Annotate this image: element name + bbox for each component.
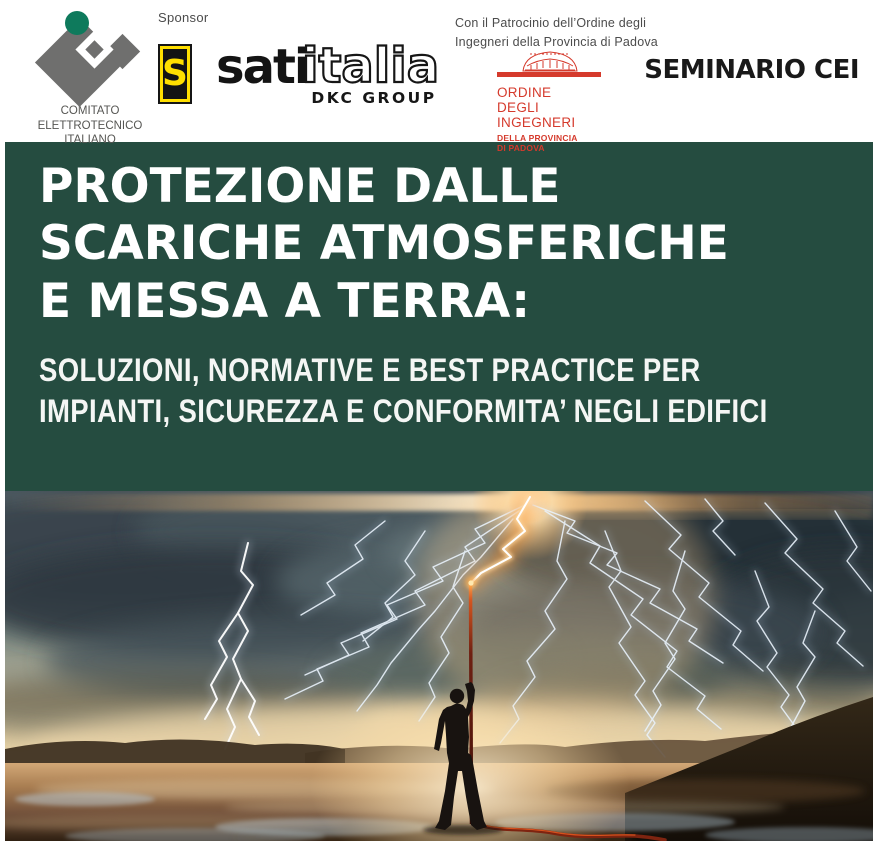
subtitle-line-2: IMPIANTI, SICUREZZA E CONFORMITA’ NEGLI EDIFICI [39, 392, 768, 429]
arena-icon [497, 46, 603, 78]
title-line-1: PROTEZIONE DALLE [39, 159, 561, 214]
cei-green-circle-icon [65, 11, 89, 35]
dkc-group-label: DKC GROUP [311, 89, 437, 107]
cei-caption-line: ITALIANO [64, 134, 116, 147]
sponsor-label: Sponsor [158, 10, 209, 25]
sati-s-letter: S [162, 53, 188, 94]
man-shadow [423, 825, 503, 835]
ordine-text: ORDINE DEGLI INGEGNERI [497, 85, 576, 130]
cei-caption-line: ELETTROTECNICO [37, 119, 143, 132]
header [0, 0, 873, 153]
title-line-2: SCARICHE ATMOSFERICHE [39, 216, 729, 272]
subtitle [39, 350, 839, 432]
sati-s-mark-icon [158, 44, 192, 104]
ordine-ingegneri-logo [497, 46, 617, 153]
cei-diamond-icon [28, 8, 152, 100]
cei-logo [28, 8, 152, 148]
ordine-subtext: DELLA PROVINCIA DI PADOVA [497, 132, 578, 153]
patrocinio-text: Con il Patrocinio dell’Ordine degli Ingegneri della Provincia di Padova [455, 16, 658, 50]
main-title [39, 158, 855, 330]
svg-text:italia: italia [302, 38, 440, 94]
sati-italia-logo [158, 38, 458, 110]
cei-caption-line: COMITATO [60, 105, 120, 117]
storm-photo [5, 491, 873, 841]
storm-photo-svg [5, 491, 873, 841]
title-banner [5, 142, 873, 491]
cei-caption [28, 104, 152, 148]
sati-wordmark: sati [216, 39, 309, 95]
subtitle-line-1: SOLUZIONI, NORMATIVE E BEST PRACTICE PER [39, 351, 701, 388]
title-line-3: E MESSA A TERRA: [39, 273, 530, 329]
seminario-cei-title: SEMINARIO CEI [644, 55, 859, 85]
